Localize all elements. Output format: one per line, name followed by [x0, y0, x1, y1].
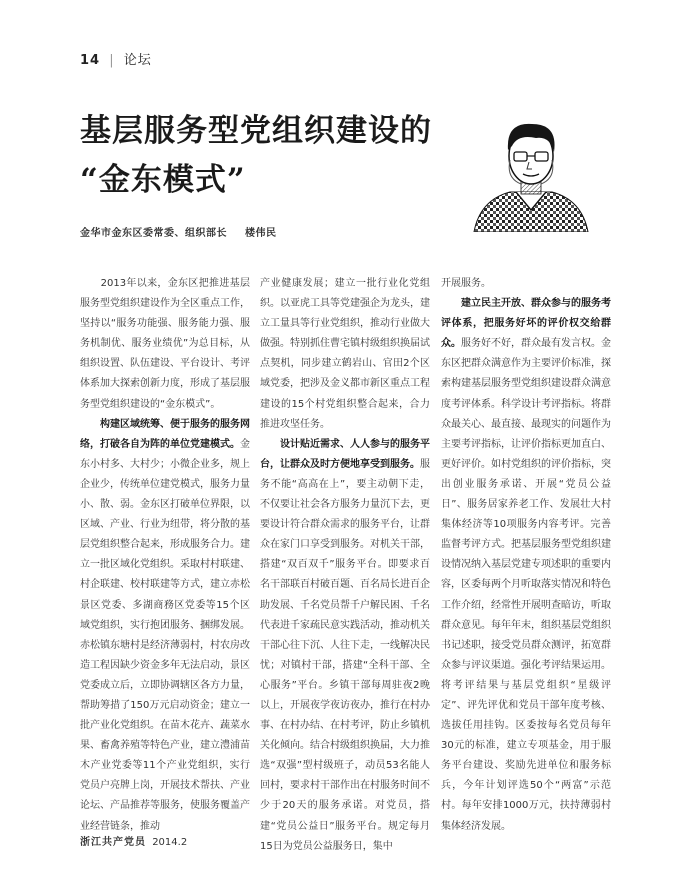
paragraph	[260, 435, 430, 857]
paragraph	[80, 274, 250, 415]
article-column-3	[441, 274, 611, 837]
paragraph-text: 开展服务。	[441, 278, 491, 289]
header-divider: |	[109, 53, 115, 68]
section-label: 论坛	[123, 53, 152, 68]
paragraph	[260, 274, 430, 435]
title-line-2: “金东模式”	[80, 162, 246, 198]
article-column-2	[260, 274, 430, 857]
paragraph-lead: 建立民主开放、群众参与的服务考评体系，把服务好坏的评价权交给群众。	[441, 298, 611, 350]
paragraph	[80, 415, 250, 837]
magazine-name: 浙江共产党员	[80, 837, 146, 848]
page-number: 14	[80, 53, 101, 68]
title-line-1: 基层服务型党组织建设的	[80, 113, 432, 149]
author-byline	[80, 224, 276, 239]
paragraph-lead: 设计贴近需求、人人参与的服务平台，让群众及时方便地享受到服务。	[260, 438, 430, 470]
author-role: 金华市金东区委常委、组织部长	[80, 228, 227, 239]
paragraph-lead: 构建区域统筹、便于服务的服务网络，打破各自为阵的单位党建模式。	[80, 418, 250, 450]
author-name: 楼伟民	[244, 228, 277, 239]
paragraph	[441, 274, 611, 294]
article-title	[80, 107, 470, 205]
author-portrait	[466, 112, 596, 232]
article-column-1	[80, 274, 250, 837]
issue-number: 2014.2	[152, 837, 188, 848]
paragraph-text: 产业健康发展；建立一批行业化党组织。以亚虎工具等党建强企为龙头，建立工量具等行业党组织，推动行业做大做强。特别抓住曹宅镇村级组织换届试点契机，同步建立鹤岩山、官田2个区域党委，把涉及金义都市新区重点工程建设的15个村党组织整合起来，合力推进攻坚任务。	[260, 278, 430, 430]
paragraph-text: 服务不能“高高在上”，要主动朝下走，不仅要让社会各方服务力量沉下去，更要设计符合群众需求的服务平台，让群众在家门口享受到服务。对机关干部，搭建“双百双千”服务平台。即要求百名干部联百村破百题、百名局长进百企助发展、千名党员帮千户解民困、千名代表进千家疏民意实践活动，推动机关干部心往下沉、人往下走，一线解决民忧；对镇村干部，搭建“全科干部、全心服务”平台。乡镇干部每周驻夜2晚以上，开展夜学夜访夜办，推行在村办事、在村办结、在村考评，防止乡镇机关化倾向。结合村级组织换届，大力推选“双强”型村级班子，动员53名能人回村，要求村干部作出在村服务时间不少于20天的服务承诺。对党员，搭建“党员公益日”服务平台。规定每月15日为党员公益服务日，集中	[260, 458, 430, 852]
paragraph-text: 服务好不好，群众最有发言权。金东区把群众满意作为主要评价标准，探索构建基层服务型党组织建设群众满意度考评体系。科学设计考评指标。将群众最关心、最直接、最现实的问题作为主要考评指标，让评价指标更加直白、更好评价。如村党组织的评价指标，突出创业服务承诺、开展“党员公益日”、服务居家养老工作、发展壮大村集体经济等10项服务内容考评。完善监督考评方式。把基层服务型党组织建设情况纳入基层党建专项述职的重要内容，区委每两个月听取落实情况和特色工作介绍，经常性开展明查暗访，听取群众意见。每年年末，组织基层党组织书记述职，接受党员群众测评，拓宽群众参与评议渠道。强化考评结果运用。将考评结果与基层党组织“星级评定”、评先评优和党员干部年度考核、选拔任用挂钩。区委按每名党员每年30元的标准，建立专项基金，用于服务平台建设、奖励先进单位和服务标兵，今年计划评选50个“两富”示范村。每年安排1000万元，扶持薄弱村集体经济发展。	[441, 338, 611, 832]
paragraph-text: 金东小村多、大村少；小微企业多，规上企业少，传统单位建党模式，服务力量小、散、弱。金东区打破单位界限，以区域、产业、行业为纽带，将分散的基层党组织整合起来，形成服务合力。建立一批区域化党组织。采取村村联建、村企联建、校村联建等方式，建立赤松景区党委、多湖商務区党委等15个区域党组织，实行抱团服务、捆绑发展。赤松镇东塘村是经济薄弱村，村农房改造工程因缺少资金多年无法启动，景区党委成立后，立即协调辖区各方力量，帮助筹措了150万元启动资金；建立一批产业化党组织。在苗木花卉、蔬菜水果、畜禽养殖等特色产业，建立澧浦苗木产业党委等11个产业党组织，实行党员户亮牌上岗，开展技术帮扶、产业论坛、产品推荐等服务，使服务覆盖产业经营链条，推动	[80, 438, 250, 832]
paragraph	[441, 294, 611, 837]
paragraph-text: 2013年以来，金东区把推进基层服务型党组织建设作为全区重点工作，坚持以“服务功能强、服务能力强、服务机制优、服务业绩优”为总目标，从组织设置、队伍建设、平台设计、考评体系加大探索创新力度，形成了基层服务型党组织建设的“金东模式”。	[80, 278, 250, 410]
page-footer	[80, 833, 187, 848]
page-header	[80, 49, 152, 68]
